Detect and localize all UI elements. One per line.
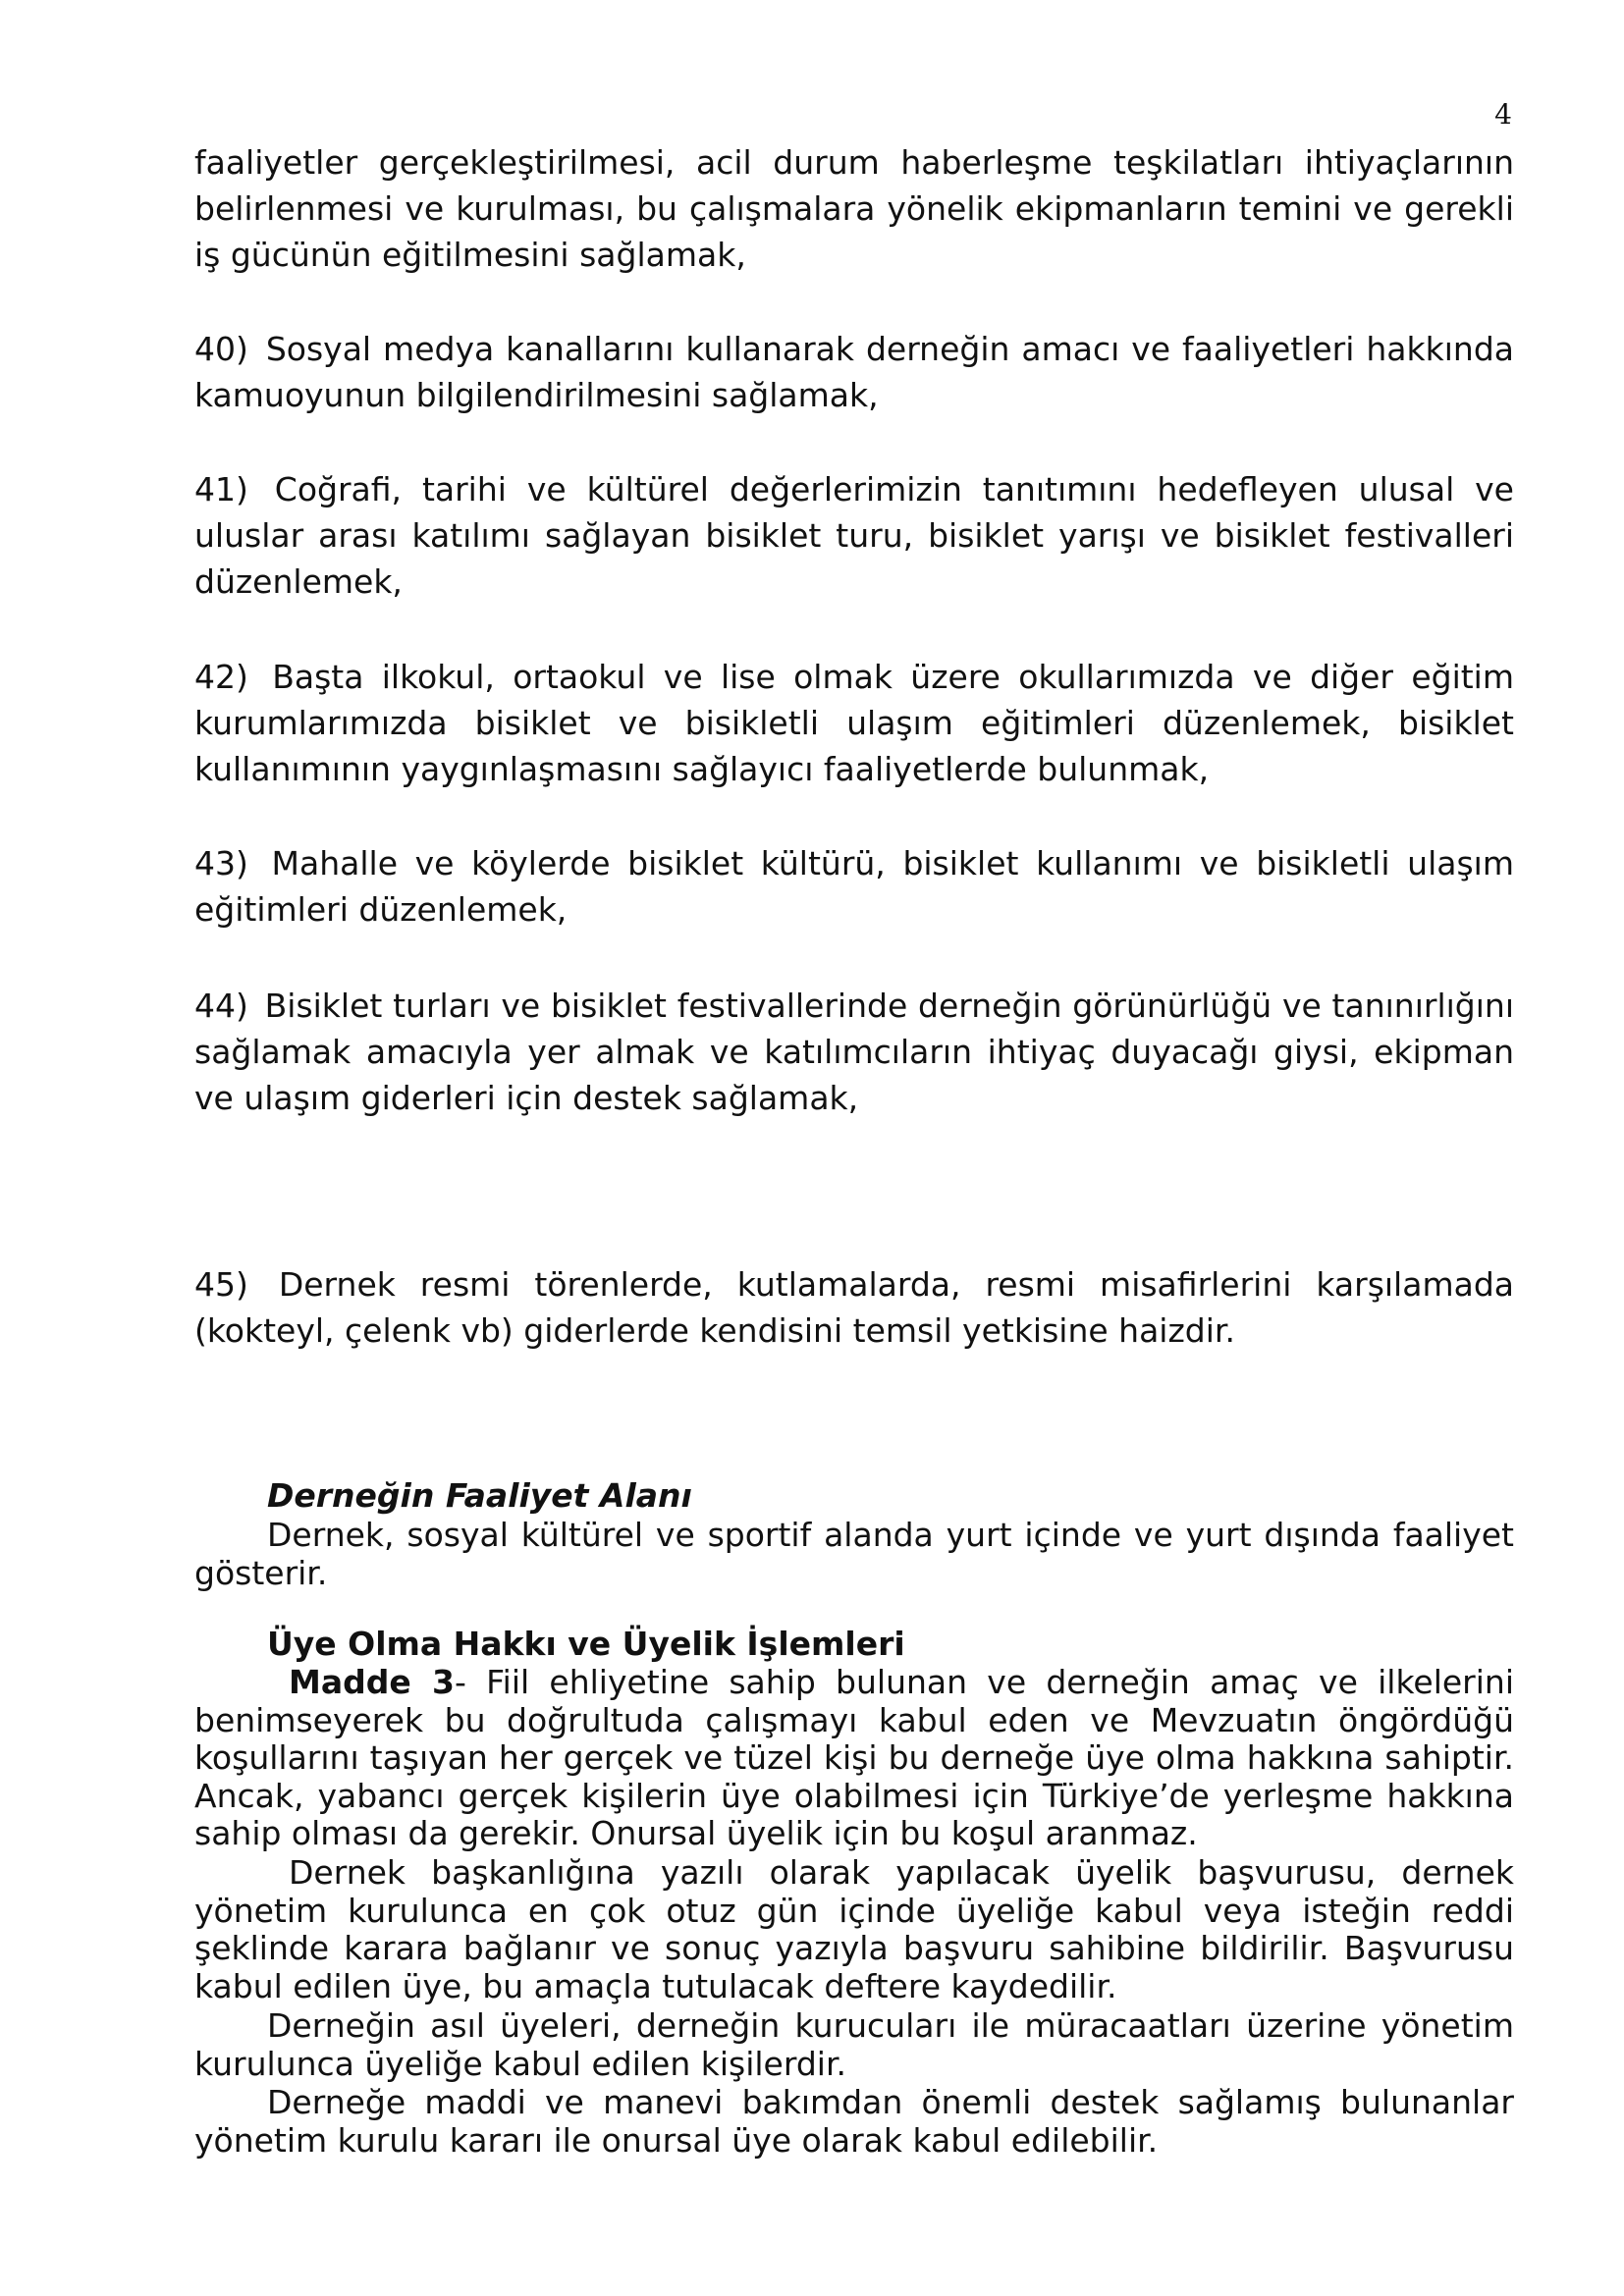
item-42 <box>194 654 1514 792</box>
item-44-text: Bisiklet turları ve bisiklet festivallerinde derneğin görünürlüğü ve tanınırlığını sağlamak amacıyla yer almak ve katılımcıların ihtiyaç duyacağı giysi, ekipman ve ulaşım giderleri için destek sağlamak, <box>194 987 1514 1117</box>
uyelik-heading: Üye Olma Hakkı ve Üyelik İşlemleri <box>267 1625 905 1663</box>
faaliyet-alani-text: Dernek, sosyal kültürel ve sportif alanda yurt içinde ve yurt dışında faaliyet gösterir. <box>194 1516 1514 1592</box>
item-45 <box>194 1261 1514 1354</box>
uyelik-paragraph-onursal: Derneğe maddi ve manevi bakımdan önemli destek sağlamış bulunanlar yönetim kurulu kararı ile onursal üye olarak kabul edilebilir. <box>194 2083 1514 2160</box>
madde-3-paragraph <box>194 1664 1514 1853</box>
item-45-text: Dernek resmi törenlerde, kutlamalarda, resmi misafirlerini karşılamada (kokteyl, çelenk vb) giderlerde kendisini temsil yetkisine haizdir. <box>194 1265 1514 1350</box>
uyelik-paragraph-asil-uyeler: Derneğin asıl üyeleri, derneğin kurucuları ile müracaatları üzerine yönetim kurulunca üyeliğe kabul edilen kişilerdir. <box>194 2006 1514 2083</box>
item-44-number: 44) <box>194 987 248 1025</box>
madde-3-label: Madde 3 <box>289 1663 455 1701</box>
item-41 <box>194 466 1514 605</box>
item-42-number: 42) <box>194 658 248 696</box>
item-43 <box>194 840 1514 933</box>
item-45-number: 45) <box>194 1265 248 1304</box>
continuation-paragraph: faaliyetler gerçekleştirilmesi, acil durum haberleşme teşkilatları ihtiyaçlarının belirlenmesi ve kurulması, bu çalışmalara yönelik ekipmanların temini ve gerekli iş gücünün eğitilmesini sağlamak, <box>194 143 1514 274</box>
madde-3-text: - Fiil ehliyetine sahip bulunan ve derneğin amaç ve ilkelerini benimseyerek bu doğrultuda çalışmayı kabul eden ve Mevzuatın öngördüğü koşullarını taşıyan her gerçek ve tüzel kişi bu derneğe üye olma hakkına sahiptir. Ancak, yabancı gerçek kişilerin üye olabilmesi için Türkiye’de yerleşme hakkına sahip olması da gerekir. Onursal üyelik için bu koşul aranmaz. <box>194 1663 1514 1852</box>
item-43-text: Mahalle ve köylerde bisiklet kültürü, bisiklet kullanımı ve bisikletli ulaşım eğitimleri düzenlemek, <box>194 844 1514 929</box>
item-42-text: Başta ilkokul, ortaokul ve lise olmak üzere okullarımızda ve diğer eğitim kurumlarımızda bisiklet ve bisikletli ulaşım eğitimleri düzenlemek, bisiklet kullanımının yaygınlaşmasını sağlayıcı faaliyetlerde bulunmak, <box>194 658 1514 788</box>
item-40-number: 40) <box>194 330 248 368</box>
item-44 <box>194 983 1514 1121</box>
item-41-number: 41) <box>194 470 248 508</box>
item-40-text: Sosyal medya kanallarını kullanarak derneğin amacı ve faaliyetleri hakkında kamuoyunun bilgilendirilmesini sağlamak, <box>194 330 1514 414</box>
page-number: 4 <box>1494 98 1512 131</box>
item-43-number: 43) <box>194 844 248 882</box>
item-41-text: Coğrafi, tarihi ve kültürel değerlerimizin tanıtımını hedefleyen ulusal ve uluslar arası katılımı sağlayan bisiklet turu, bisiklet yarışı ve bisiklet festivalleri düzenlemek, <box>194 470 1514 601</box>
item-40 <box>194 326 1514 418</box>
faaliyet-alani-heading: Derneğin Faaliyet Alanı <box>267 1476 692 1515</box>
uyelik-paragraph-basvuru: Dernek başkanlığına yazılı olarak yapılacak üyelik başvurusu, dernek yönetim kurulunca en çok otuz gün içinde üyeliğe kabul veya isteğin reddi şeklinde karara bağlanır ve sonuç yazıyla başvuru sahibine bildirilir. Başvurusu kabul edilen üye, bu amaçla tutulacak deftere kaydedilir. <box>194 1853 1514 2005</box>
